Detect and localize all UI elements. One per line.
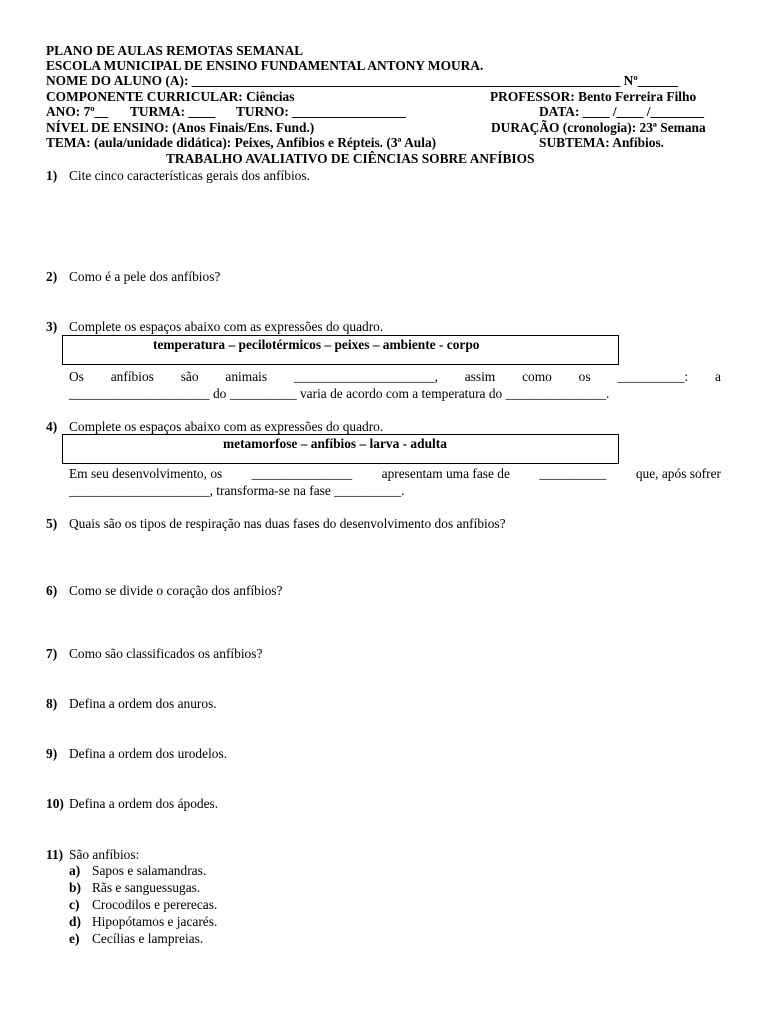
blank: __________ [539,466,607,481]
text-fragment: assim [464,369,496,384]
tema: TEMA: (aula/unidade didática): Peixes, Anfíbios e Répteis. (3ª Aula) [46,135,437,150]
question-text: Cite cinco características gerais dos anfíbios. [69,168,310,183]
option-letter: e) [69,931,80,946]
question-number: 10) [46,796,64,811]
question-number: 2) [46,269,58,284]
option-text: Sapos e salamandras. [92,863,207,878]
fill-in-line-2: _____________________ do __________ varia de acordo com a temperatura do _______________. [69,386,610,401]
text-fragment: são [180,369,199,384]
question-number: 5) [46,516,58,531]
question-text: Defina a ordem dos anuros. [69,696,217,711]
question-number: 1) [46,168,58,183]
question-text: Defina a ordem dos ápodes. [69,796,219,811]
fill-in-line [69,466,721,482]
turma: TURMA: ____ [130,104,216,119]
option-text: Cecílias e lampreias. [92,931,204,946]
word-bank-box [62,335,619,365]
option-text: Rãs e sanguessugas. [92,880,201,895]
question-number: 9) [46,746,58,761]
question-number: 11) [46,847,64,862]
question-text: Como são classificados os anfíbios? [69,646,263,661]
school-name: ESCOLA MUNICIPAL DE ENSINO FUNDAMENTAL ANTONY MOURA. [46,58,484,73]
question-number: 8) [46,696,58,711]
blank: _____________________, [293,369,438,384]
option-text: Hipopótamos e jacarés. [92,914,218,929]
subtema: SUBTEMA: Anfíbios. [539,135,665,150]
text-fragment: os [578,369,591,384]
option-letter: c) [69,897,80,912]
option-letter: b) [69,880,81,895]
ano: ANO: 7º__ [46,104,109,119]
page-title: TRABALHO AVALIATIVO DE CIÊNCIAS SOBRE ANFÍBIOS [166,151,535,166]
fill-in-line-2: _____________________, transforma-se na fase __________. [69,483,405,498]
question-text: São anfíbios: [69,847,140,862]
option-letter: a) [69,863,81,878]
componente-curricular: COMPONENTE CURRICULAR: Ciências [46,89,295,104]
word-bank: temperatura – pecilotérmicos – peixes – ambiente - corpo [153,337,480,352]
question-text: Complete os espaços abaixo com as expressões do quadro. [69,419,384,434]
duracao: DURAÇÃO (cronologia): 23ª Semana [491,120,706,135]
student-name-line: NOME DO ALUNO (A): ________________________________________________________________ Nº______ [46,73,678,88]
nivel-ensino: NÍVEL DE ENSINO: (Anos Finais/Ens. Fund.) [46,120,315,135]
text-fragment: como [522,369,552,384]
question-text: Defina a ordem dos urodelos. [69,746,228,761]
text-fragment: Em seu desenvolvimento, os [69,466,223,481]
header-line-1: PLANO DE AULAS REMOTAS SEMANAL [46,43,304,58]
question-number: 6) [46,583,58,598]
question-number: 7) [46,646,58,661]
text-fragment: animais [225,369,268,384]
text-fragment: anfíbios [110,369,154,384]
option-letter: d) [69,914,81,929]
text-fragment: apresentam uma fase de [381,466,510,481]
word-bank-box [62,434,619,464]
blank: __________: [617,369,689,384]
question-text: Como é a pele dos anfíbios? [69,269,221,284]
blank: _______________ [251,466,353,481]
text-fragment: Os [69,369,84,384]
question-number: 4) [46,419,58,434]
word-bank: metamorfose – anfíbios – larva - adulta [223,436,447,451]
option-text: Crocodilos e pererecas. [92,897,218,912]
question-number: 3) [46,319,58,334]
question-text: Complete os espaços abaixo com as expressões do quadro. [69,319,384,334]
turno: TURNO: _________________ [236,104,406,119]
professor: PROFESSOR: Bento Ferreira Filho [490,89,697,104]
text-fragment: a [714,369,721,384]
question-text: Quais são os tipos de respiração nas duas fases do desenvolvimento dos anfíbios? [69,516,506,531]
text-fragment: que, após sofrer [635,466,721,481]
data: DATA: ____ /____ /________ [539,104,705,119]
fill-in-line [69,369,721,385]
question-text: Como se divide o coração dos anfíbios? [69,583,283,598]
